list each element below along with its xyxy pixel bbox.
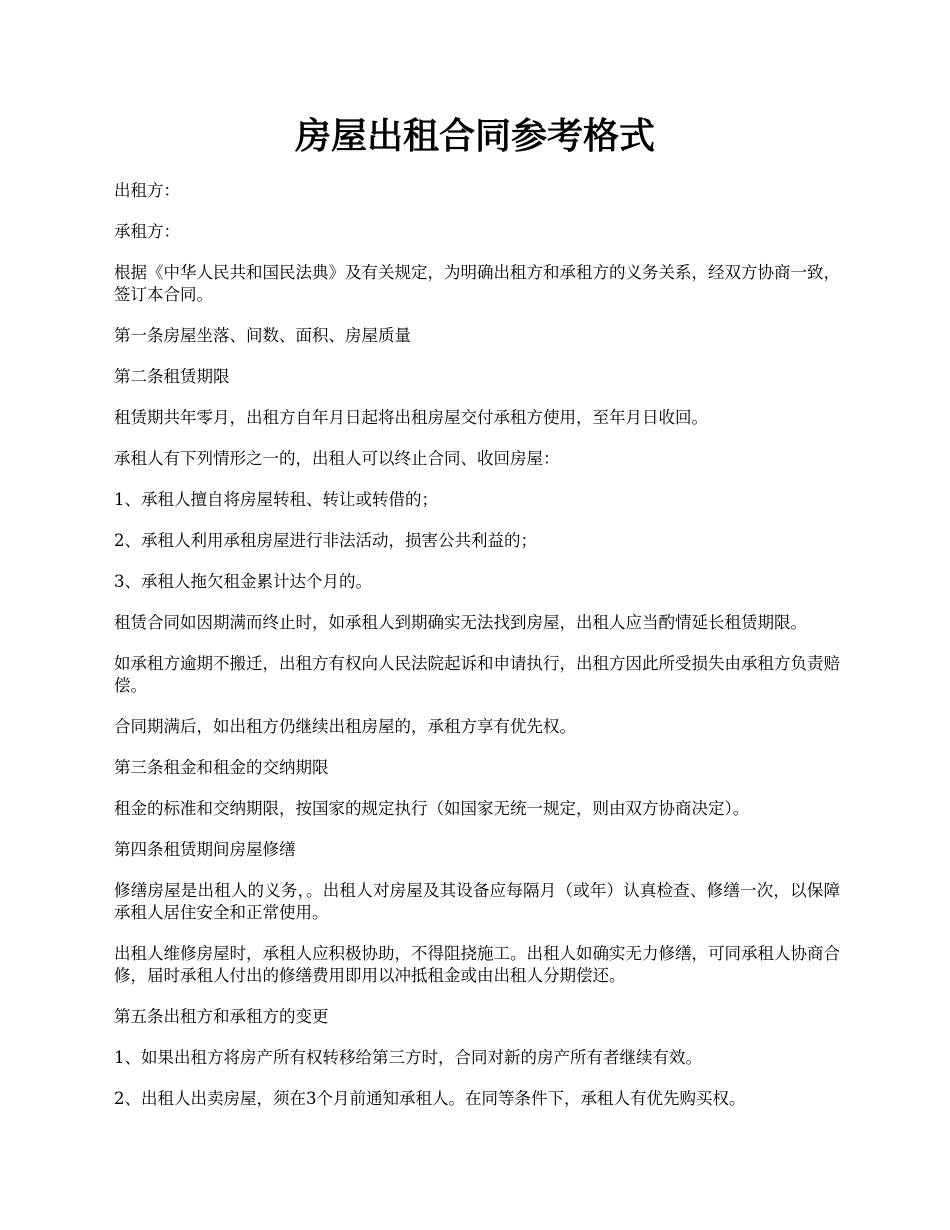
paragraph: 租赁合同如因期满而终止时，如承租人到期确实无法找到房屋，出租人应当酌情延长租赁期限。 — [114, 613, 807, 632]
paragraph: 合同期满后，如出租方仍继续出租房屋的，承租方享有优先权。 — [114, 717, 576, 736]
paragraph-article-2: 第二条租赁期限 — [114, 367, 230, 386]
list-item: 2、出租人出卖房屋，须在3个月前通知承租人。在同等条件下，承租人有优先购买权。 — [114, 1089, 746, 1108]
list-item: 3、承租人拖欠租金累计达个月的。 — [114, 572, 372, 591]
paragraph: 租赁期共年零月，出租方自年月日起将出租房屋交付承租方使用，至年月日收回。 — [114, 408, 708, 427]
paragraph-article-5: 第五条出租方和承租方的变更 — [114, 1007, 329, 1026]
paragraph: 如承租方逾期不搬迁，出租方有权向人民法院起诉和申请执行，出租方因此所受损失由承租方负责赔偿。 — [114, 654, 840, 695]
document-body — [114, 180, 840, 1129]
list-item: 1、承租人擅自将房屋转租、转让或转借的； — [114, 490, 438, 509]
paragraph-lessee: 承租方： — [114, 222, 180, 241]
paragraph-article-3: 第三条租金和租金的交纳期限 — [114, 758, 329, 777]
paragraph: 修缮房屋是出租人的义务，。出租人对房屋及其设备应每隔月（或年）认真检查、修缮一次，以保障承租人居住安全和正常使用。 — [114, 881, 840, 922]
document-title: 房屋出租合同参考格式 — [294, 115, 655, 157]
paragraph-article-4: 第四条租赁期间房屋修缮 — [114, 840, 296, 859]
paragraph: 出租人维修房屋时，承租人应积极协助，不得阻挠施工。出租人如确实无力修缮，可同承租人协商合修，届时承租人付出的修缮费用即用以冲抵租金或由出租人分期偿还。 — [114, 944, 840, 985]
list-item: 2、承租人利用承租房屋进行非法活动，损害公共利益的； — [114, 531, 537, 550]
paragraph: 租金的标准和交纳期限，按国家的规定执行（如国家无统一规定，则由双方协商决定）。 — [114, 799, 750, 818]
list-item: 1、如果出租方将房产所有权转移给第三方时，合同对新的房产所有者继续有效。 — [114, 1048, 702, 1067]
paragraph: 承租人有下列情形之一的，出租人可以终止合同、收回房屋： — [114, 449, 560, 468]
paragraph-lessor: 出租方： — [114, 181, 180, 200]
paragraph-preamble: 根据《中华人民共和国民法典》及有关规定，为明确出租方和承租方的义务关系，经双方协商一致，签订本合同。 — [114, 263, 840, 304]
paragraph-article-1: 第一条房屋坐落、间数、面积、房屋质量 — [114, 326, 411, 345]
